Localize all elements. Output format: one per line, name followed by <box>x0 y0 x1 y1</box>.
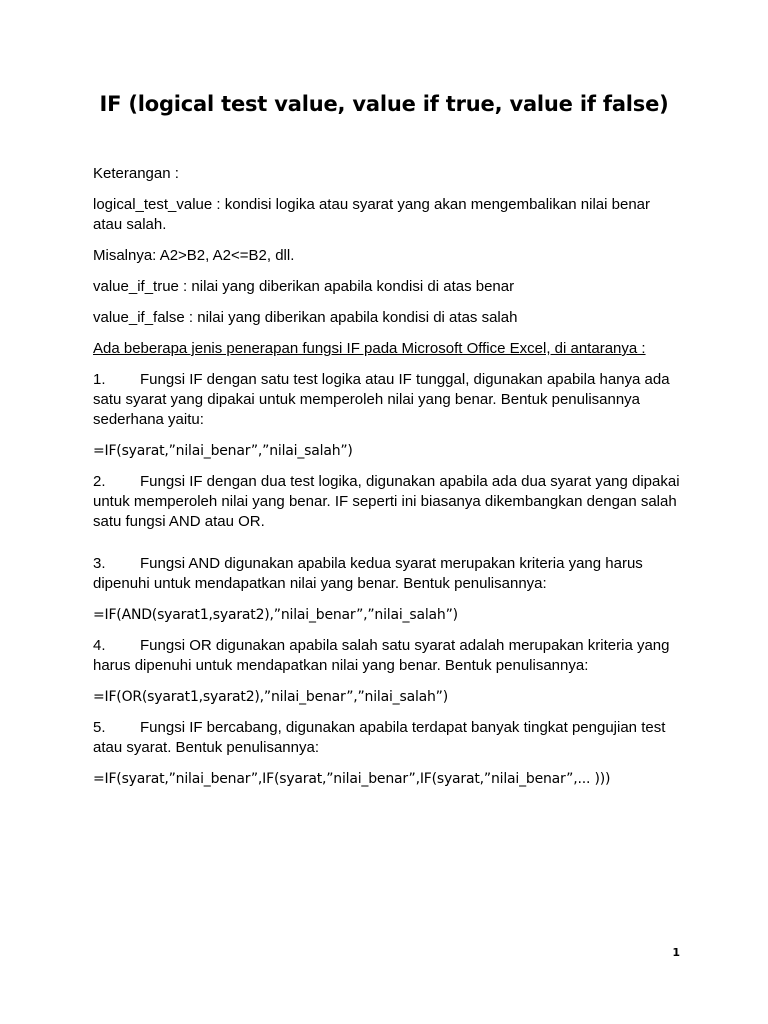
list-item-text: Fungsi AND digunakan apabila kedua syarat merupakan kriteria yang harus dipenuhi untuk mendapatkan nilai yang benar. Bentuk penulisannya: <box>93 555 643 592</box>
example-text: Misalnya: A2>B2, A2<=B2, dll. <box>93 247 295 264</box>
list-item-number: 3. <box>93 555 106 572</box>
logical-test-description: logical_test_value : kondisi logika atau syarat yang akan mengembalikan nilai benar atau salah. <box>93 196 651 233</box>
intro-underlined-text: Ada beberapa jenis penerapan fungsi IF pada Microsoft Office Excel, di antaranya : <box>93 340 646 357</box>
list-item-number: 2. <box>93 473 106 490</box>
value-if-true-description: value_if_true : nilai yang diberikan apabila kondisi di atas benar <box>93 278 515 295</box>
list-item <box>93 370 683 430</box>
formula-text: =IF(syarat,”nilai_benar”,”nilai_salah”) <box>93 443 353 459</box>
list-item-number: 5. <box>93 719 106 736</box>
list-item <box>93 554 683 594</box>
page-number: 1 <box>672 946 680 959</box>
formula-text: =IF(OR(syarat1,syarat2),”nilai_benar”,”nilai_salah”) <box>93 689 449 705</box>
list-item <box>93 636 683 676</box>
document-body <box>93 164 683 800</box>
list-item-text: Fungsi IF dengan satu test logika atau IF tunggal, digunakan apabila hanya ada satu syarat yang dipakai untuk memperoleh nilai yang benar. Bentuk penulisannya sederhana yaitu: <box>93 371 670 428</box>
formula-text: =IF(AND(syarat1,syarat2),”nilai_benar”,”nilai_salah”) <box>93 607 458 623</box>
list-item-number: 1. <box>93 371 106 388</box>
value-if-false-description: value_if_false : nilai yang diberikan apabila kondisi di atas salah <box>93 309 518 326</box>
list-item-number: 4. <box>93 637 106 654</box>
list-item-text: Fungsi IF bercabang, digunakan apabila terdapat banyak tingkat pengujian test atau syarat. Bentuk penulisannya: <box>93 719 666 756</box>
page-title: IF (logical test value, value if true, value if false) <box>99 92 669 116</box>
keterangan-heading: Keterangan : <box>93 165 179 182</box>
list-item-text: Fungsi IF dengan dua test logika, digunakan apabila ada dua syarat yang dipakai untuk memperoleh nilai yang benar. IF seperti ini biasanya dikembangkan dengan salah satu fungsi AND atau OR. <box>93 473 680 530</box>
list-item <box>93 472 683 532</box>
list-item <box>93 718 683 758</box>
formula-text: =IF(syarat,”nilai_benar”,IF(syarat,”nilai_benar”,IF(syarat,”nilai_benar”,... ))) <box>93 771 611 787</box>
list-item-text: Fungsi OR digunakan apabila salah satu syarat adalah merupakan kriteria yang harus dipenuhi untuk mendapatkan nilai yang benar. Bentuk penulisannya: <box>93 637 670 674</box>
